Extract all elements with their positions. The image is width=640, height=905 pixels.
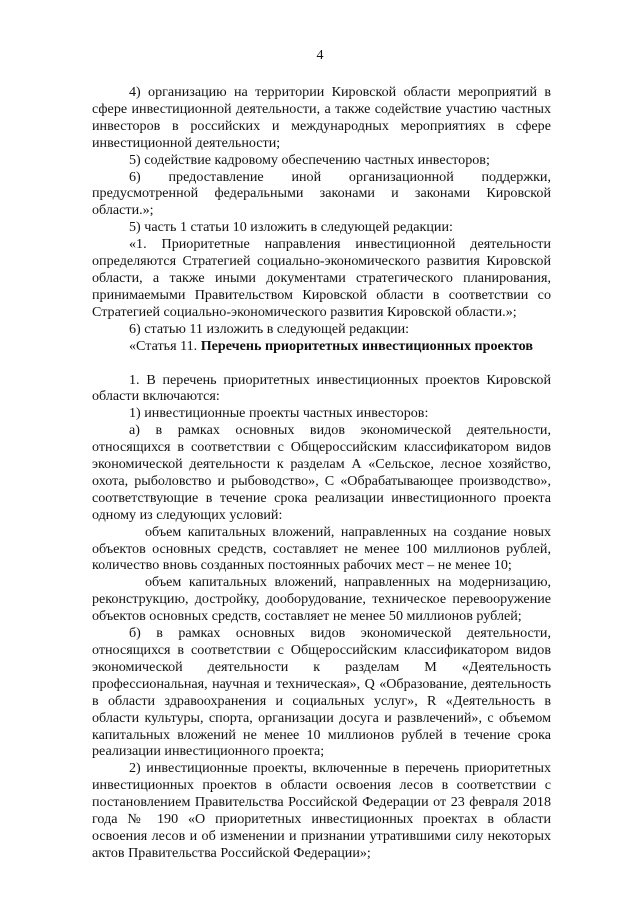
- amendment-point-6: 6) статью 11 изложить в следующей редакции:: [129, 320, 410, 337]
- article-11-subitem-a: а) в рамках основных видов экономической деятельности, относящихся в соответствии с Общероссийским классификатором видов экономической деятельности к разделам А «Сельское, лесное хозяйство, охота, рыболовство и рыбоводство», С «Обрабатывающее производство», соответствующие в течение срока реализации инвестиционного проекта одному из следующих условий:: [92, 422, 551, 523]
- article-11-heading: [92, 338, 551, 355]
- article-11-item-1: 1) инвестиционные проекты частных инвесторов:: [129, 405, 429, 422]
- article-11-subitem-b: б) в рамках основных видов экономической деятельности, относящихся в соответствии с Общероссийским классификатором видов экономической деятельности к разделам М «Деятельность профессиональная, научная и техническая», Q «Образование, деятельность в области здравоохранения и социальных услуг», R «Деятельность в области культуры, спорта, организации досуга и развлечений», с объемом капитальных вложений не менее 10 миллионов рублей в течение срока реализации инвестиционного проекта;: [92, 625, 551, 760]
- condition-modernization: объем капитальных вложений, направленных на модернизацию, реконструкцию, достройку, дооборудование, техническое перевооружение объектов основных средств, составляет не менее 50 миллионов рублей;: [92, 574, 551, 625]
- article-11-title: Перечень приоритетных инвестиционных проектов: [200, 337, 533, 354]
- condition-new-assets: объем капитальных вложений, направленных на создание новых объектов основных средств, составляет не менее 100 миллионов рублей, количество вновь созданных постоянных рабочих мест – не менее 10;: [92, 523, 551, 574]
- document-body: [92, 84, 551, 862]
- paragraph-item-6: 6) предоставление иной организационной поддержки, предусмотренной федеральными законами и законами Кировской области.»;: [92, 168, 551, 219]
- paragraph-item-5: 5) содействие кадровому обеспечению частных инвесторов;: [129, 151, 490, 168]
- paragraph-item-4: 4) организацию на территории Кировской области мероприятий в сфере инвестиционной деятельности, а также содействие участию частных инвесторов в российских и международных мероприятиях в сфере инвестиционной деятельности;: [92, 84, 551, 151]
- article-11-prefix: «Статья 11.: [129, 337, 201, 354]
- article-10-part-1-text: «1. Приоритетные направления инвестиционной деятельности определяются Стратегией социально-экономического развития Кировской области, а также иными документами стратегического планирования, принимаемыми Правительством Кировской области в соответствии со Стратегией социально-экономического развития Кировской области.»;: [92, 236, 551, 320]
- page-number: 4: [316, 48, 324, 63]
- amendment-point-5: 5) часть 1 статьи 10 изложить в следующей редакции:: [129, 219, 453, 236]
- article-11-item-2: 2) инвестиционные проекты, включенные в перечень приоритетных инвестиционных проектов в области освоения лесов в соответствии с постановлением Правительства Российской Федерации от 23 февраля 2018 года № 190 «О приоритетных инвестиционных проектах в области освоения лесов и об изменении и признании утратившими силу некоторых актов Правительства Российской Федерации»;: [92, 760, 551, 861]
- article-11-part-1: 1. В перечень приоритетных инвестиционных проектов Кировской области включаются:: [92, 371, 551, 405]
